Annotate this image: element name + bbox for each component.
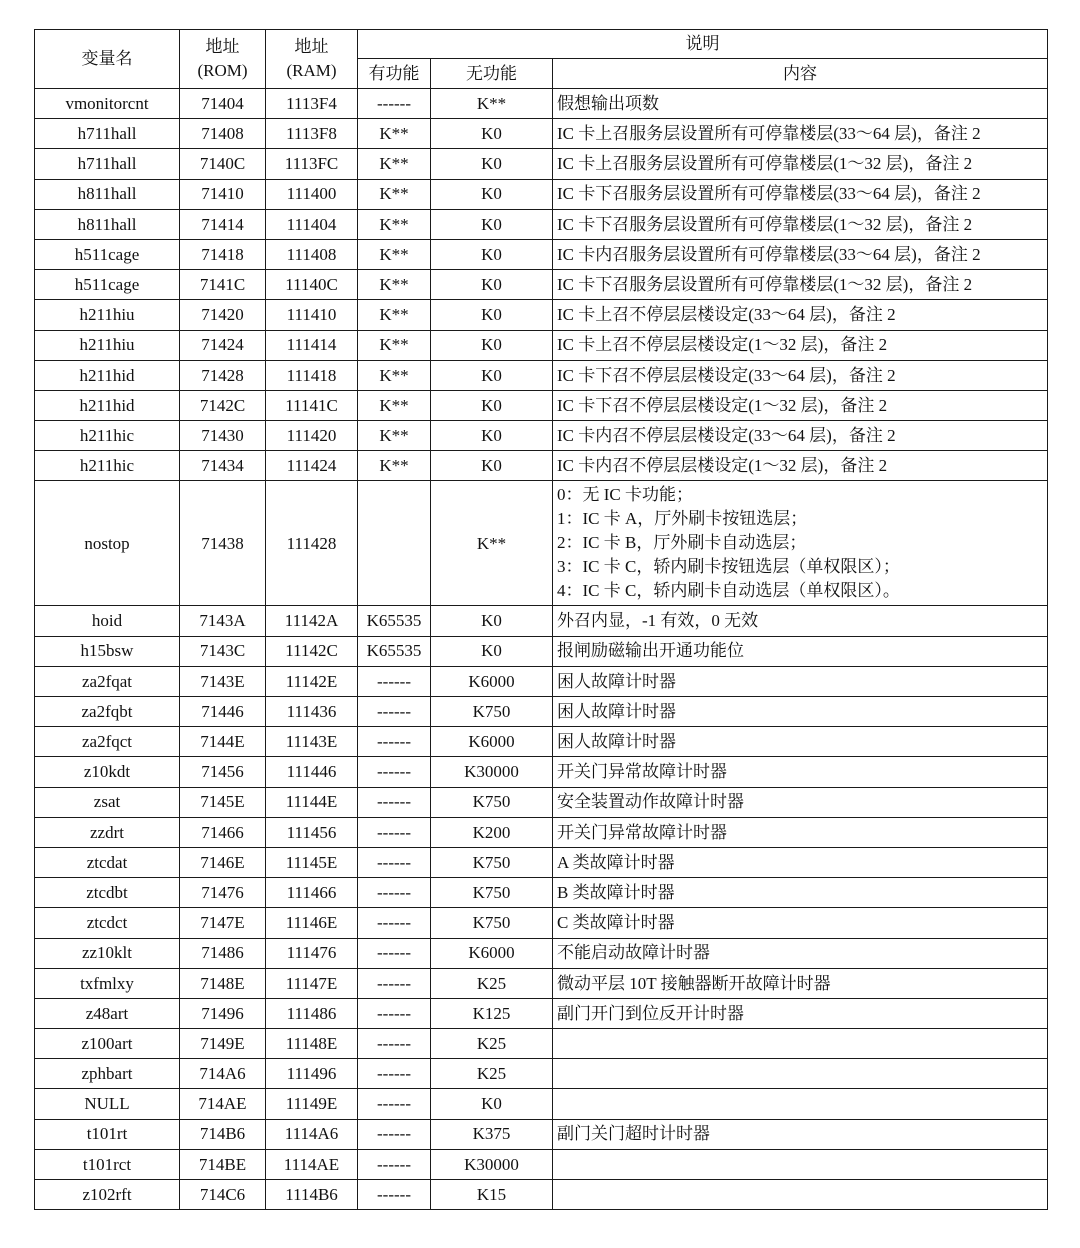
cell-content: 外召内显，-1 有效，0 无效 bbox=[553, 606, 1048, 636]
cell-name: zphbart bbox=[35, 1059, 180, 1089]
cell-has-function: ------ bbox=[358, 1149, 431, 1179]
table-row bbox=[35, 89, 1048, 119]
cell-name: z100art bbox=[35, 1029, 180, 1059]
cell-content: IC 卡下召不停层层楼设定(33～64 层)，备注 2 bbox=[553, 360, 1048, 390]
cell-ram: 11145E bbox=[266, 847, 358, 877]
table-row bbox=[35, 179, 1048, 209]
table-row bbox=[35, 847, 1048, 877]
header-variable-name: 变量名 bbox=[35, 30, 180, 89]
cell-rom: 71414 bbox=[180, 209, 266, 239]
cell-rom: 7144E bbox=[180, 727, 266, 757]
cell-name: h211hid bbox=[35, 390, 180, 420]
cell-ram: 11143E bbox=[266, 727, 358, 757]
cell-name: t101rct bbox=[35, 1149, 180, 1179]
cell-ram: 11147E bbox=[266, 968, 358, 998]
cell-has-function: K** bbox=[358, 451, 431, 481]
cell-rom: 714C6 bbox=[180, 1180, 266, 1210]
cell-ram: 11149E bbox=[266, 1089, 358, 1119]
cell-has-function: K** bbox=[358, 209, 431, 239]
cell-no-function: K750 bbox=[431, 847, 553, 877]
cell-name: h211hid bbox=[35, 360, 180, 390]
cell-name: zzdrt bbox=[35, 817, 180, 847]
cell-content: C 类故障计时器 bbox=[553, 908, 1048, 938]
cell-has-function: ------ bbox=[358, 998, 431, 1028]
cell-ram: 111476 bbox=[266, 938, 358, 968]
nostop-option-2: 2：IC 卡 B，厅外刷卡自动选层； bbox=[557, 533, 807, 553]
cell-content: IC 卡内召服务层设置所有可停靠楼层(33～64 层)，备注 2 bbox=[553, 239, 1048, 269]
cell-ram: 11142A bbox=[266, 606, 358, 636]
cell-has-function: K** bbox=[358, 390, 431, 420]
header-ram-line1: 地址 bbox=[294, 37, 329, 56]
cell-no-function: K0 bbox=[431, 606, 553, 636]
table-row bbox=[35, 1180, 1048, 1210]
cell-no-function: K0 bbox=[431, 636, 553, 666]
cell-rom: 714BE bbox=[180, 1149, 266, 1179]
table-row bbox=[35, 666, 1048, 696]
cell-name: nostop bbox=[35, 481, 180, 606]
cell-no-function: K0 bbox=[431, 209, 553, 239]
variable-table bbox=[34, 29, 1048, 1210]
cell-rom: 71418 bbox=[180, 239, 266, 269]
cell-content: 开关门异常故障计时器 bbox=[553, 817, 1048, 847]
cell-no-function: K750 bbox=[431, 787, 553, 817]
cell-rom: 7146E bbox=[180, 847, 266, 877]
cell-content: IC 卡上召服务层设置所有可停靠楼层(1～32 层)，备注 2 bbox=[553, 149, 1048, 179]
cell-has-function: ------ bbox=[358, 968, 431, 998]
cell-no-function: K125 bbox=[431, 998, 553, 1028]
cell-rom: 714AE bbox=[180, 1089, 266, 1119]
nostop-option-4: 4：IC 卡 C，轿内刷卡自动选层（单权限区）。 bbox=[557, 581, 900, 601]
cell-name: h511cage bbox=[35, 239, 180, 269]
cell-content: 困人故障计时器 bbox=[553, 727, 1048, 757]
cell-content: IC 卡下召服务层设置所有可停靠楼层(1～32 层)，备注 2 bbox=[553, 270, 1048, 300]
cell-rom: 71446 bbox=[180, 697, 266, 727]
cell-name: NULL bbox=[35, 1089, 180, 1119]
cell-rom: 7143C bbox=[180, 636, 266, 666]
cell-content bbox=[553, 481, 1048, 606]
cell-rom: 71438 bbox=[180, 481, 266, 606]
cell-no-function: K25 bbox=[431, 968, 553, 998]
cell-name: h211hiu bbox=[35, 330, 180, 360]
cell-name: h811hall bbox=[35, 179, 180, 209]
cell-name: z102rft bbox=[35, 1180, 180, 1210]
cell-no-function: K** bbox=[431, 481, 553, 606]
cell-has-function: ------ bbox=[358, 847, 431, 877]
cell-has-function: ------ bbox=[358, 908, 431, 938]
cell-ram: 111436 bbox=[266, 697, 358, 727]
header-ram-address bbox=[266, 30, 358, 89]
cell-no-function: K0 bbox=[431, 390, 553, 420]
cell-no-function: K0 bbox=[431, 179, 553, 209]
cell-name: h15bsw bbox=[35, 636, 180, 666]
cell-content bbox=[553, 1089, 1048, 1119]
cell-has-function: ------ bbox=[358, 1119, 431, 1149]
cell-rom: 71404 bbox=[180, 89, 266, 119]
cell-rom: 71456 bbox=[180, 757, 266, 787]
header-ram-line2: (RAM) bbox=[286, 61, 337, 80]
cell-ram: 111400 bbox=[266, 179, 358, 209]
cell-no-function: K750 bbox=[431, 908, 553, 938]
cell-rom: 71486 bbox=[180, 938, 266, 968]
cell-rom: 71434 bbox=[180, 451, 266, 481]
table-row bbox=[35, 998, 1048, 1028]
cell-no-function: K0 bbox=[431, 1089, 553, 1119]
cell-has-function: K** bbox=[358, 119, 431, 149]
cell-name: h811hall bbox=[35, 209, 180, 239]
cell-name: za2fqct bbox=[35, 727, 180, 757]
cell-rom: 7141C bbox=[180, 270, 266, 300]
table-row bbox=[35, 878, 1048, 908]
cell-name: ztcdbt bbox=[35, 878, 180, 908]
cell-rom: 71408 bbox=[180, 119, 266, 149]
cell-content: A 类故障计时器 bbox=[553, 847, 1048, 877]
table-row bbox=[35, 606, 1048, 636]
cell-no-function: K0 bbox=[431, 270, 553, 300]
cell-has-function: K** bbox=[358, 421, 431, 451]
cell-content bbox=[553, 1180, 1048, 1210]
table-row bbox=[35, 938, 1048, 968]
cell-no-function: K30000 bbox=[431, 757, 553, 787]
nostop-option-3: 3：IC 卡 C，轿内刷卡按钮选层（单权限区）； bbox=[557, 557, 900, 577]
cell-has-function: K** bbox=[358, 330, 431, 360]
cell-ram: 1113F8 bbox=[266, 119, 358, 149]
table-row bbox=[35, 451, 1048, 481]
table-row bbox=[35, 209, 1048, 239]
cell-rom: 7143A bbox=[180, 606, 266, 636]
cell-ram: 11146E bbox=[266, 908, 358, 938]
cell-no-function: K6000 bbox=[431, 727, 553, 757]
table-row bbox=[35, 757, 1048, 787]
cell-has-function: K65535 bbox=[358, 606, 431, 636]
cell-rom: 7148E bbox=[180, 968, 266, 998]
table-row bbox=[35, 697, 1048, 727]
cell-ram: 111456 bbox=[266, 817, 358, 847]
cell-content: IC 卡内召不停层层楼设定(1～32 层)，备注 2 bbox=[553, 451, 1048, 481]
cell-ram: 111418 bbox=[266, 360, 358, 390]
cell-ram: 1113FC bbox=[266, 149, 358, 179]
cell-has-function: ------ bbox=[358, 757, 431, 787]
cell-ram: 11140C bbox=[266, 270, 358, 300]
cell-ram: 1114A6 bbox=[266, 1119, 358, 1149]
cell-no-function: K6000 bbox=[431, 938, 553, 968]
cell-name: za2fqbt bbox=[35, 697, 180, 727]
table-row bbox=[35, 360, 1048, 390]
cell-ram: 111414 bbox=[266, 330, 358, 360]
cell-no-function: K25 bbox=[431, 1029, 553, 1059]
cell-has-function: ------ bbox=[358, 1180, 431, 1210]
cell-name: zz10klt bbox=[35, 938, 180, 968]
table-row bbox=[35, 1089, 1048, 1119]
cell-rom: 7149E bbox=[180, 1029, 266, 1059]
cell-name: h211hiu bbox=[35, 300, 180, 330]
cell-content: 困人故障计时器 bbox=[553, 697, 1048, 727]
table-row-nostop bbox=[35, 481, 1048, 606]
cell-content: IC 卡内召不停层层楼设定(33～64 层)，备注 2 bbox=[553, 421, 1048, 451]
cell-ram: 11141C bbox=[266, 390, 358, 420]
cell-rom: 7143E bbox=[180, 666, 266, 696]
table-row bbox=[35, 421, 1048, 451]
cell-name: z10kdt bbox=[35, 757, 180, 787]
cell-rom: 71496 bbox=[180, 998, 266, 1028]
cell-no-function: K30000 bbox=[431, 1149, 553, 1179]
cell-no-function: K750 bbox=[431, 697, 553, 727]
table-row bbox=[35, 1119, 1048, 1149]
cell-ram: 111420 bbox=[266, 421, 358, 451]
cell-no-function: K0 bbox=[431, 421, 553, 451]
cell-rom: 714A6 bbox=[180, 1059, 266, 1089]
cell-has-function: ------ bbox=[358, 727, 431, 757]
cell-has-function: K** bbox=[358, 360, 431, 390]
cell-rom: 71424 bbox=[180, 330, 266, 360]
cell-name: h711hall bbox=[35, 149, 180, 179]
table-row bbox=[35, 787, 1048, 817]
cell-has-function: K** bbox=[358, 149, 431, 179]
cell-no-function: K375 bbox=[431, 1119, 553, 1149]
header-description-group: 说明 bbox=[358, 30, 1048, 59]
cell-has-function: ------ bbox=[358, 1089, 431, 1119]
cell-rom: 71420 bbox=[180, 300, 266, 330]
table-row bbox=[35, 817, 1048, 847]
cell-ram: 111496 bbox=[266, 1059, 358, 1089]
cell-rom: 71410 bbox=[180, 179, 266, 209]
cell-content: 假想输出项数 bbox=[553, 89, 1048, 119]
cell-content: IC 卡下召不停层层楼设定(1～32 层)，备注 2 bbox=[553, 390, 1048, 420]
cell-name: za2fqat bbox=[35, 666, 180, 696]
cell-no-function: K0 bbox=[431, 149, 553, 179]
cell-name: ztcdat bbox=[35, 847, 180, 877]
cell-has-function: ------ bbox=[358, 938, 431, 968]
cell-no-function: K25 bbox=[431, 1059, 553, 1089]
table-row bbox=[35, 727, 1048, 757]
cell-ram: 11148E bbox=[266, 1029, 358, 1059]
cell-rom: 71430 bbox=[180, 421, 266, 451]
cell-no-function: K0 bbox=[431, 239, 553, 269]
cell-content: 微动平层 10T 接触器断开故障计时器 bbox=[553, 968, 1048, 998]
header-no-function: 无功能 bbox=[431, 59, 553, 89]
table-row bbox=[35, 1059, 1048, 1089]
header-rom-line2: (ROM) bbox=[197, 61, 248, 80]
cell-ram: 111404 bbox=[266, 209, 358, 239]
cell-content: 副门开门到位反开计时器 bbox=[553, 998, 1048, 1028]
nostop-option-0: 0：无 IC 卡功能； bbox=[557, 485, 693, 505]
cell-content bbox=[553, 1029, 1048, 1059]
header-content: 内容 bbox=[553, 59, 1048, 89]
table-row bbox=[35, 239, 1048, 269]
cell-content: 报闸励磁输出开通功能位 bbox=[553, 636, 1048, 666]
cell-no-function: K0 bbox=[431, 451, 553, 481]
cell-name: h511cage bbox=[35, 270, 180, 300]
cell-content: 困人故障计时器 bbox=[553, 666, 1048, 696]
cell-has-function: K** bbox=[358, 270, 431, 300]
cell-content bbox=[553, 1059, 1048, 1089]
cell-name: t101rt bbox=[35, 1119, 180, 1149]
cell-name: txfmlxy bbox=[35, 968, 180, 998]
cell-content: IC 卡上召不停层层楼设定(33～64 层)，备注 2 bbox=[553, 300, 1048, 330]
cell-no-function: K0 bbox=[431, 300, 553, 330]
cell-ram: 111466 bbox=[266, 878, 358, 908]
cell-ram: 111428 bbox=[266, 481, 358, 606]
cell-no-function: K0 bbox=[431, 360, 553, 390]
cell-has-function: ------ bbox=[358, 878, 431, 908]
header-has-function: 有功能 bbox=[358, 59, 431, 89]
cell-name: h211hic bbox=[35, 451, 180, 481]
cell-name: hoid bbox=[35, 606, 180, 636]
table-row bbox=[35, 968, 1048, 998]
cell-content: 安全装置动作故障计时器 bbox=[553, 787, 1048, 817]
cell-has-function: K65535 bbox=[358, 636, 431, 666]
cell-no-function: K200 bbox=[431, 817, 553, 847]
cell-has-function: ------ bbox=[358, 1059, 431, 1089]
cell-has-function: ------ bbox=[358, 697, 431, 727]
cell-name: vmonitorcnt bbox=[35, 89, 180, 119]
cell-rom: 71428 bbox=[180, 360, 266, 390]
table-row bbox=[35, 300, 1048, 330]
cell-ram: 1113F4 bbox=[266, 89, 358, 119]
cell-name: zsat bbox=[35, 787, 180, 817]
cell-ram: 111446 bbox=[266, 757, 358, 787]
table-row bbox=[35, 1029, 1048, 1059]
cell-content bbox=[553, 1149, 1048, 1179]
cell-ram: 11142E bbox=[266, 666, 358, 696]
cell-has-function: ------ bbox=[358, 1029, 431, 1059]
cell-ram: 11142C bbox=[266, 636, 358, 666]
cell-has-function: ------ bbox=[358, 787, 431, 817]
cell-ram: 111424 bbox=[266, 451, 358, 481]
cell-content: IC 卡下召服务层设置所有可停靠楼层(1～32 层)，备注 2 bbox=[553, 209, 1048, 239]
table-row bbox=[35, 636, 1048, 666]
table-row bbox=[35, 119, 1048, 149]
cell-has-function: ------ bbox=[358, 666, 431, 696]
table-row bbox=[35, 270, 1048, 300]
table-row bbox=[35, 330, 1048, 360]
cell-ram: 1114AE bbox=[266, 1149, 358, 1179]
cell-has-function: K** bbox=[358, 239, 431, 269]
cell-ram: 111486 bbox=[266, 998, 358, 1028]
table-row bbox=[35, 390, 1048, 420]
cell-rom: 7140C bbox=[180, 149, 266, 179]
cell-rom: 7147E bbox=[180, 908, 266, 938]
cell-ram: 11144E bbox=[266, 787, 358, 817]
cell-no-function: K750 bbox=[431, 878, 553, 908]
cell-rom: 71476 bbox=[180, 878, 266, 908]
cell-ram: 1114B6 bbox=[266, 1180, 358, 1210]
cell-no-function: K** bbox=[431, 89, 553, 119]
cell-no-function: K0 bbox=[431, 119, 553, 149]
cell-rom: 714B6 bbox=[180, 1119, 266, 1149]
table-row bbox=[35, 908, 1048, 938]
header-rom-line1: 地址 bbox=[205, 37, 240, 56]
cell-content: 开关门异常故障计时器 bbox=[553, 757, 1048, 787]
cell-has-function bbox=[358, 481, 431, 606]
cell-ram: 111408 bbox=[266, 239, 358, 269]
cell-content: IC 卡下召服务层设置所有可停靠楼层(33～64 层)，备注 2 bbox=[553, 179, 1048, 209]
cell-name: z48art bbox=[35, 998, 180, 1028]
cell-has-function: K** bbox=[358, 179, 431, 209]
cell-no-function: K6000 bbox=[431, 666, 553, 696]
table-row bbox=[35, 1149, 1048, 1179]
cell-ram: 111410 bbox=[266, 300, 358, 330]
header-rom-address bbox=[180, 30, 266, 89]
cell-rom: 7142C bbox=[180, 390, 266, 420]
cell-content: B 类故障计时器 bbox=[553, 878, 1048, 908]
cell-name: h711hall bbox=[35, 119, 180, 149]
cell-name: h211hic bbox=[35, 421, 180, 451]
cell-has-function: ------ bbox=[358, 89, 431, 119]
cell-has-function: ------ bbox=[358, 817, 431, 847]
cell-content: IC 卡上召不停层层楼设定(1～32 层)，备注 2 bbox=[553, 330, 1048, 360]
cell-has-function: K** bbox=[358, 300, 431, 330]
cell-rom: 7145E bbox=[180, 787, 266, 817]
cell-rom: 71466 bbox=[180, 817, 266, 847]
cell-content: 不能启动故障计时器 bbox=[553, 938, 1048, 968]
cell-no-function: K15 bbox=[431, 1180, 553, 1210]
cell-name: ztcdct bbox=[35, 908, 180, 938]
nostop-option-1: 1：IC 卡 A，厅外刷卡按钮选层； bbox=[557, 509, 808, 529]
cell-content: IC 卡上召服务层设置所有可停靠楼层(33～64 层)，备注 2 bbox=[553, 119, 1048, 149]
table-row bbox=[35, 149, 1048, 179]
cell-content: 副门关门超时计时器 bbox=[553, 1119, 1048, 1149]
cell-no-function: K0 bbox=[431, 330, 553, 360]
